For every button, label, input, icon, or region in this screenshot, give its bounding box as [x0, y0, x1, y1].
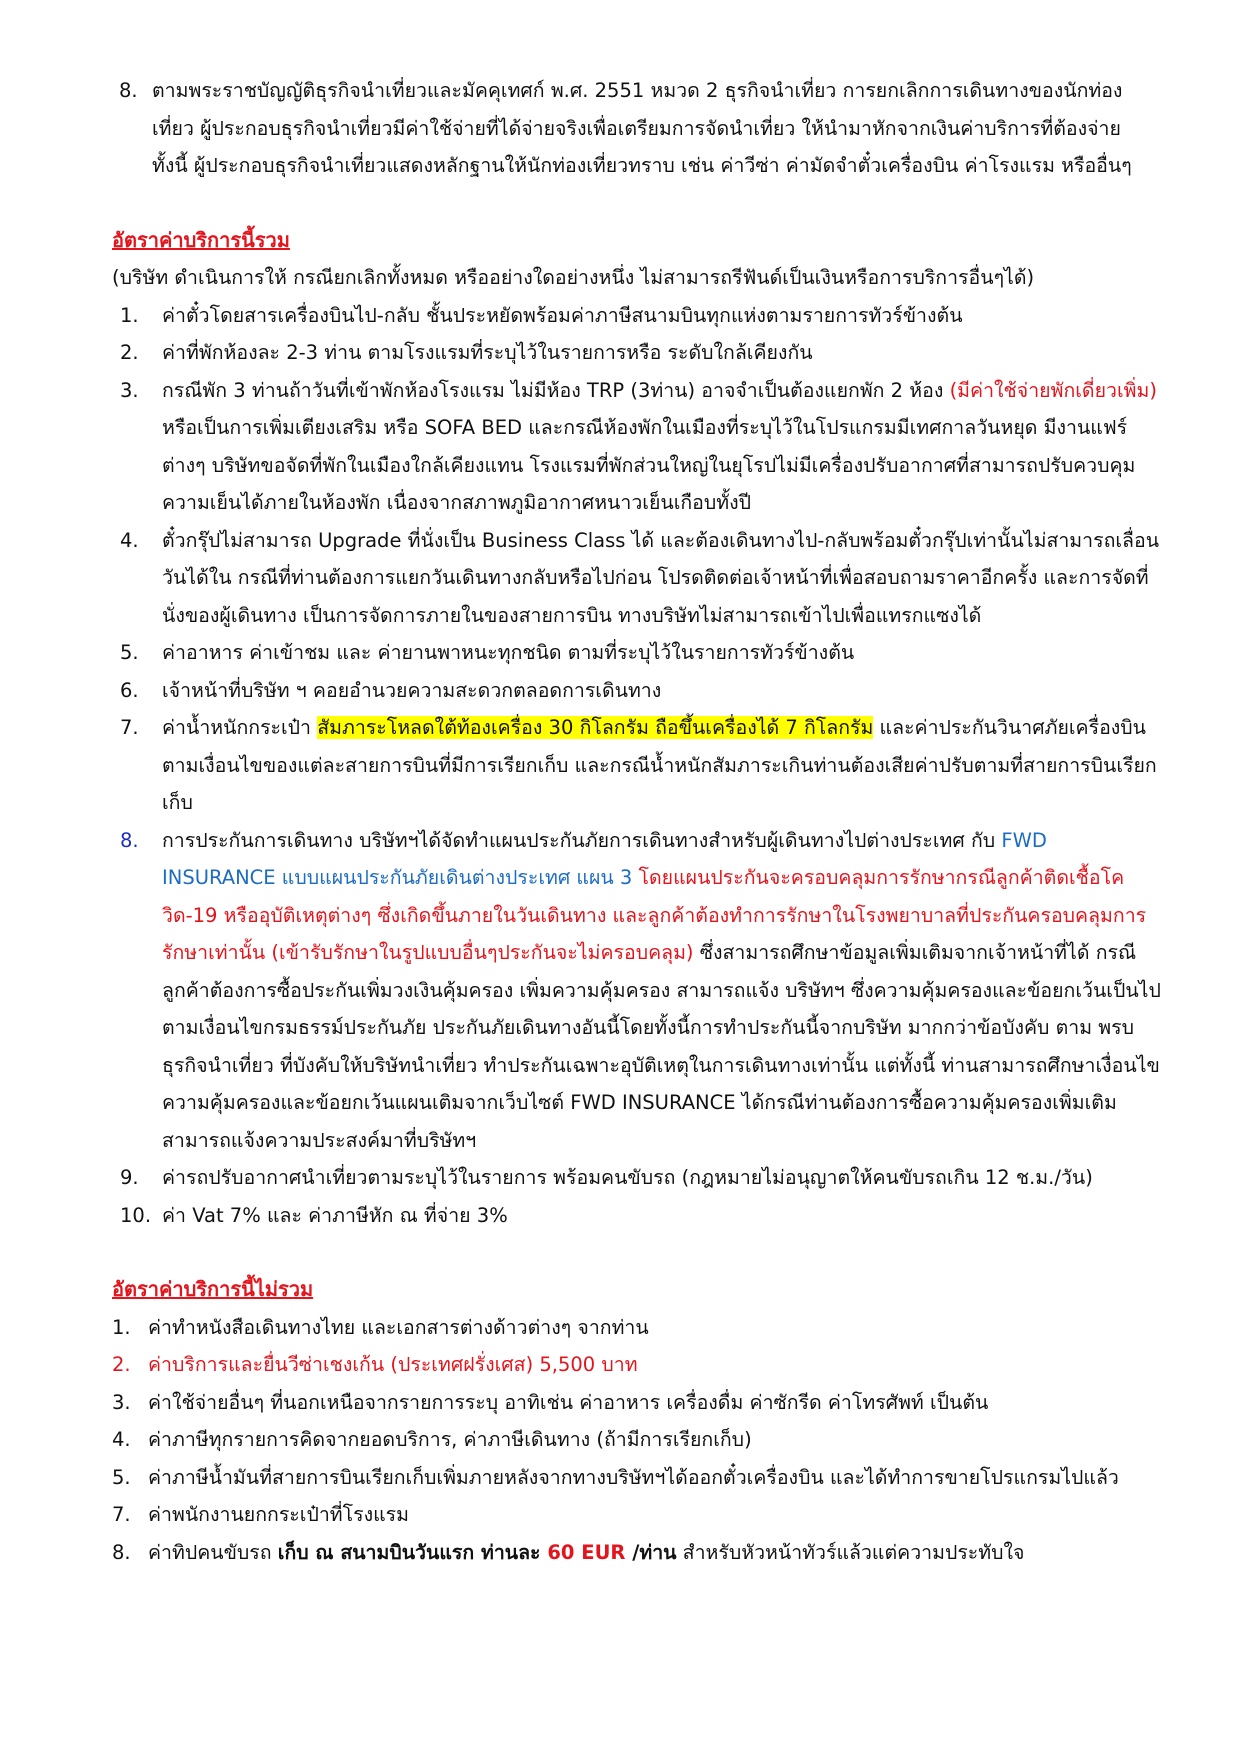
list-number: 3.	[112, 1390, 131, 1414]
list-text: ค่าทำหนังสือเดินทางไทย และเอกสารต่างด้าวต่างๆ จากท่าน	[148, 1315, 649, 1339]
list-text	[162, 709, 1162, 822]
text-segment: หรือเป็นการเพิ่มเตียงเสริม หรือ SOFA BED และกรณีห้องพักในเมืองที่ระบุไว้ในโปรแกรมมีเทศกาลวันหยุด มีงานแฟร์ต่างๆ บริษัทขอจัดที่พักในเมืองใกล้เคียงแทน โรงแรมที่พักส่วนใหญ่ในยุโรปไม่มีเครื่องปรับอากาศที่สามารถปรับควบคุมความเย็นได้ภายในห้องพัก เนื่องจากสภาพภูมิอากาศหนาวเย็นเกือบทั้งปี	[162, 416, 1136, 514]
list-number: 5.	[112, 1465, 131, 1489]
list-item	[112, 1534, 1162, 1572]
insurance-plan-name: FWD INSURANCE แบบแผนประกันภัยเดินต่างประเทศ แผน 3	[162, 828, 1047, 889]
insurance-coverage-note: โดยแผนประกันจะครอบคลุมการรักษากรณีลูกค้าติดเชื้อโควิด-19 หรืออุบัติเหตุต่างๆ ซึ่งเกิดขึ้นภายในวันเดินทาง และลูกค้าต้องทำการรักษาในโรงพยาบาลที่ประกันครอบคลุมการรักษาเท่านั้น (เข้ารับรักษาในรูปแบบอื่นๆประกันจะไม่ครอบคลุม)	[162, 866, 1147, 964]
list-text: ค่าภาษีน้ำมันที่สายการบินเรียกเก็บเพิ่มภายหลังจากทางบริษัทฯได้ออกตั๋วเครื่องบิน และได้ทำการขายโปรแกรมไปแล้ว	[148, 1465, 1119, 1489]
list-item	[112, 372, 1162, 522]
list-item	[112, 822, 1162, 1160]
list-item	[112, 1421, 1162, 1459]
text-segment: กรณีพัก 3 ท่านถ้าวันที่เข้าพักห้องโรงแรม ไม่มีห้อง TRP (3ท่าน) อาจจำเป็นต้องแยกพัก 2 ห้อง	[162, 378, 950, 402]
excluded-heading: อัตราค่าบริการนี้ไม่รวม	[112, 1277, 314, 1301]
list-number: 1.	[112, 1315, 131, 1339]
list-item	[112, 297, 1162, 335]
list-text: ค่าที่พักห้องละ 2-3 ท่าน ตามโรงแรมที่ระบุไว้ในรายการหรือ ระดับใกล้เคียงกัน	[162, 341, 813, 364]
list-number: 8.	[112, 1540, 131, 1564]
list-item	[112, 1309, 1162, 1347]
list-text: เจ้าหน้าที่บริษัท ฯ คอยอำนวยความสะดวกตลอดการเดินทาง	[162, 678, 662, 702]
list-number: 8.	[119, 79, 138, 102]
text-segment: สำหรับหัวหน้าทัวร์แล้วแต่ความประทับใจ	[676, 1540, 1025, 1564]
list-item	[112, 634, 1162, 672]
list-item	[112, 1459, 1162, 1497]
list-item	[112, 1197, 1162, 1235]
included-list	[112, 297, 1162, 1235]
list-number: 1.	[120, 303, 139, 327]
list-text: ค่ารถปรับอากาศนำเที่ยวตามระบุไว้ในรายการ พร้อมคนขับรถ (กฎหมายไม่อนุญาตให้คนขับรถเกิน 12 ช.ม./วัน)	[162, 1166, 1093, 1189]
excluded-list	[112, 1309, 1162, 1572]
list-item	[112, 672, 1162, 710]
tip-amount: 60 EUR	[547, 1540, 626, 1564]
list-text: ค่าบริการและยื่นวีซ่าเชงเก้น (ประเทศฝรั่งเศส) 5,500 บาท	[148, 1353, 638, 1376]
list-text: ค่าพนักงานยกกระเป๋าที่โรงแรม	[148, 1503, 409, 1526]
text-segment: และค่าประกันวินาศภัยเครื่องบินตามเงื่อนไขของแต่ละสายการบินที่มีการเรียกเก็บ และกรณีน้ำหนักสัมภาระเกินท่านต้องเสียค่าปรับตามที่สายการบินเรียกเก็บ	[162, 716, 1157, 814]
list-number: 4.	[112, 1428, 131, 1451]
list-text: ตั๋วกรุ๊ปไม่สามารถ Upgrade ที่นั่งเป็น Business Class ได้ และต้องเดินทางไป-กลับพร้อมตั๋วกรุ๊ปเท่านั้นไม่สามารถเลื่อนวันได้ใน กรณีที่ท่านต้องการแยกวันเดินทางกลับหรือไปก่อน โปรดติดต่อเจ้าหน้าที่เพื่อสอบถามราคาอีกครั้ง และการจัดที่นั่งของผู้เดินทาง เป็นการจัดการภายในของสายการบิน ทางบริษัทไม่สามารถเข้าไปเพื่อแทรกแซงได้	[162, 528, 1160, 627]
list-number: 3.	[120, 378, 139, 402]
list-number: 6.	[120, 678, 139, 702]
list-item	[112, 1159, 1162, 1197]
list-text	[162, 372, 1162, 522]
text-segment: ซึ่งสามารถศึกษาข้อมูลเพิ่มเติมจากเจ้าหน้าที่ได้ กรณีลูกค้าต้องการซื้อประกันเพิ่มวงเงินคุ้มครอง เพิ่มความคุ้มครอง สามารถแจ้ง บริษัทฯ ซึ่งความคุ้มครองและข้อยกเว้นเป็นไปตามเงื่อนไขกรมธรรม์ประกันภัย ประกันภัยเดินทางอันนี้โดยทั้งนี้การทำประกันนี้จากบริษัท มากกว่าข้อบังคับ ตาม พรบ ธุรกิจนำเที่ยว ที่บังคับให้บริษัทนำเที่ยว ทำประกันเฉพาะอุบัติเหตุในการเดินทางเท่านั้น แต่ทั้งนี้ ท่านสามารถศึกษาเงื่อนไขความคุ้มครองและข้อยกเว้นแผนเติมจากเว็บไซต์ FWD INSURANCE ได้กรณีท่านต้องการซื้อความคุ้มครองเพิ่มเติมสามารถแจ้งความประสงค์มาที่บริษัทฯ	[162, 941, 1161, 1152]
list-number: 10.	[120, 1203, 152, 1227]
list-item	[112, 334, 1162, 372]
list-number: 8.	[120, 828, 139, 852]
document-page	[112, 72, 1162, 1571]
list-text: ค่าตั๋วโดยสารเครื่องบินไป-กลับ ชั้นประหยัดพร้อมค่าภาษีสนามบินทุกแห่งตามรายการทัวร์ข้างต้น	[162, 303, 963, 327]
list-number: 2.	[112, 1353, 131, 1376]
text-segment: การประกันการเดินทาง บริษัทฯได้จัดทำแผนประกันภัยการเดินทางสำหรับผู้เดินทางไปต่างประเทศ กับ	[162, 828, 1002, 852]
cancellation-clause	[112, 72, 1162, 185]
list-text: ค่าอาหาร ค่าเข้าชม และ ค่ายานพาหนะทุกชนิด ตามที่ระบุไว้ในรายการทัวร์ข้างต้น	[162, 641, 855, 664]
list-number: 7.	[120, 716, 139, 739]
baggage-allowance-highlight: สัมภาระโหลดใต้ท้องเครื่อง 30 กิโลกรัม ถือขึ้นเครื่องได้ 7 กิโลกรัม	[317, 716, 874, 739]
single-room-surcharge-note: (มีค่าใช้จ่ายพักเดี่ยวเพิ่ม)	[949, 378, 1157, 402]
list-text: ตามพระราชบัญญัติธุรกิจนำเที่ยวและมัคคุเทศก์ พ.ศ. 2551 หมวด 2 ธุรกิจนำเที่ยว การยกเลิกการเดินทางของนักท่องเที่ยว ผู้ประกอบธุรกิจนำเที่ยวมีค่าใช้จ่ายที่ได้จ่ายจริงเพื่อเตรียมการจัดนำเที่ยว ให้นำมาหักจากเงินค่าบริการที่ต้องจ่าย ทั้งนี้ ผู้ประกอบธุรกิจนำเที่ยวแสดงหลักฐานให้นักท่องเที่ยวทราบ เช่น ค่าวีซ่า ค่ามัดจำตั๋วเครื่องบิน ค่าโรงแรม หรืออื่นๆ	[152, 79, 1132, 177]
included-heading: อัตราค่าบริการนี้รวม	[112, 227, 290, 252]
list-number: 5.	[120, 641, 139, 664]
list-text: ค่า Vat 7% และ ค่าภาษีหัก ณ ที่จ่าย 3%	[162, 1203, 508, 1227]
list-number: 4.	[120, 528, 139, 552]
list-text: ค่าใช้จ่ายอื่นๆ ที่นอกเหนือจากรายการระบุ อาทิเช่น ค่าอาหาร เครื่องดื่ม ค่าซักรีด ค่าโทรศัพท์ เป็นต้น	[148, 1390, 989, 1414]
included-note: (บริษัท ดำเนินการให้ กรณียกเลิกทั้งหมด หรืออย่างใดอย่างหนึ่ง ไม่สามารถรีฟันด์เป็นเงินหรือการบริการอื่นๆได้)	[112, 266, 1035, 289]
list-item	[112, 1384, 1162, 1422]
list-number: 7.	[112, 1503, 131, 1526]
tip-unit: /ท่าน	[625, 1540, 677, 1564]
list-text	[162, 822, 1162, 1160]
text-segment: ค่าน้ำหนักกระเป๋า	[162, 716, 318, 739]
text-segment: ค่าทิปคนขับรถ	[148, 1540, 278, 1564]
list-number: 2.	[120, 341, 139, 364]
list-item	[112, 1496, 1162, 1534]
tip-collection-note: เก็บ ณ สนามบินวันแรก ท่านละ	[277, 1540, 548, 1564]
list-number: 9.	[120, 1166, 139, 1189]
list-item	[112, 1346, 1162, 1384]
list-text	[148, 1534, 1162, 1572]
list-item	[112, 522, 1162, 635]
list-text: ค่าภาษีทุกรายการคิดจากยอดบริการ, ค่าภาษีเดินทาง (ถ้ามีการเรียกเก็บ)	[148, 1428, 752, 1451]
list-item	[112, 709, 1162, 822]
